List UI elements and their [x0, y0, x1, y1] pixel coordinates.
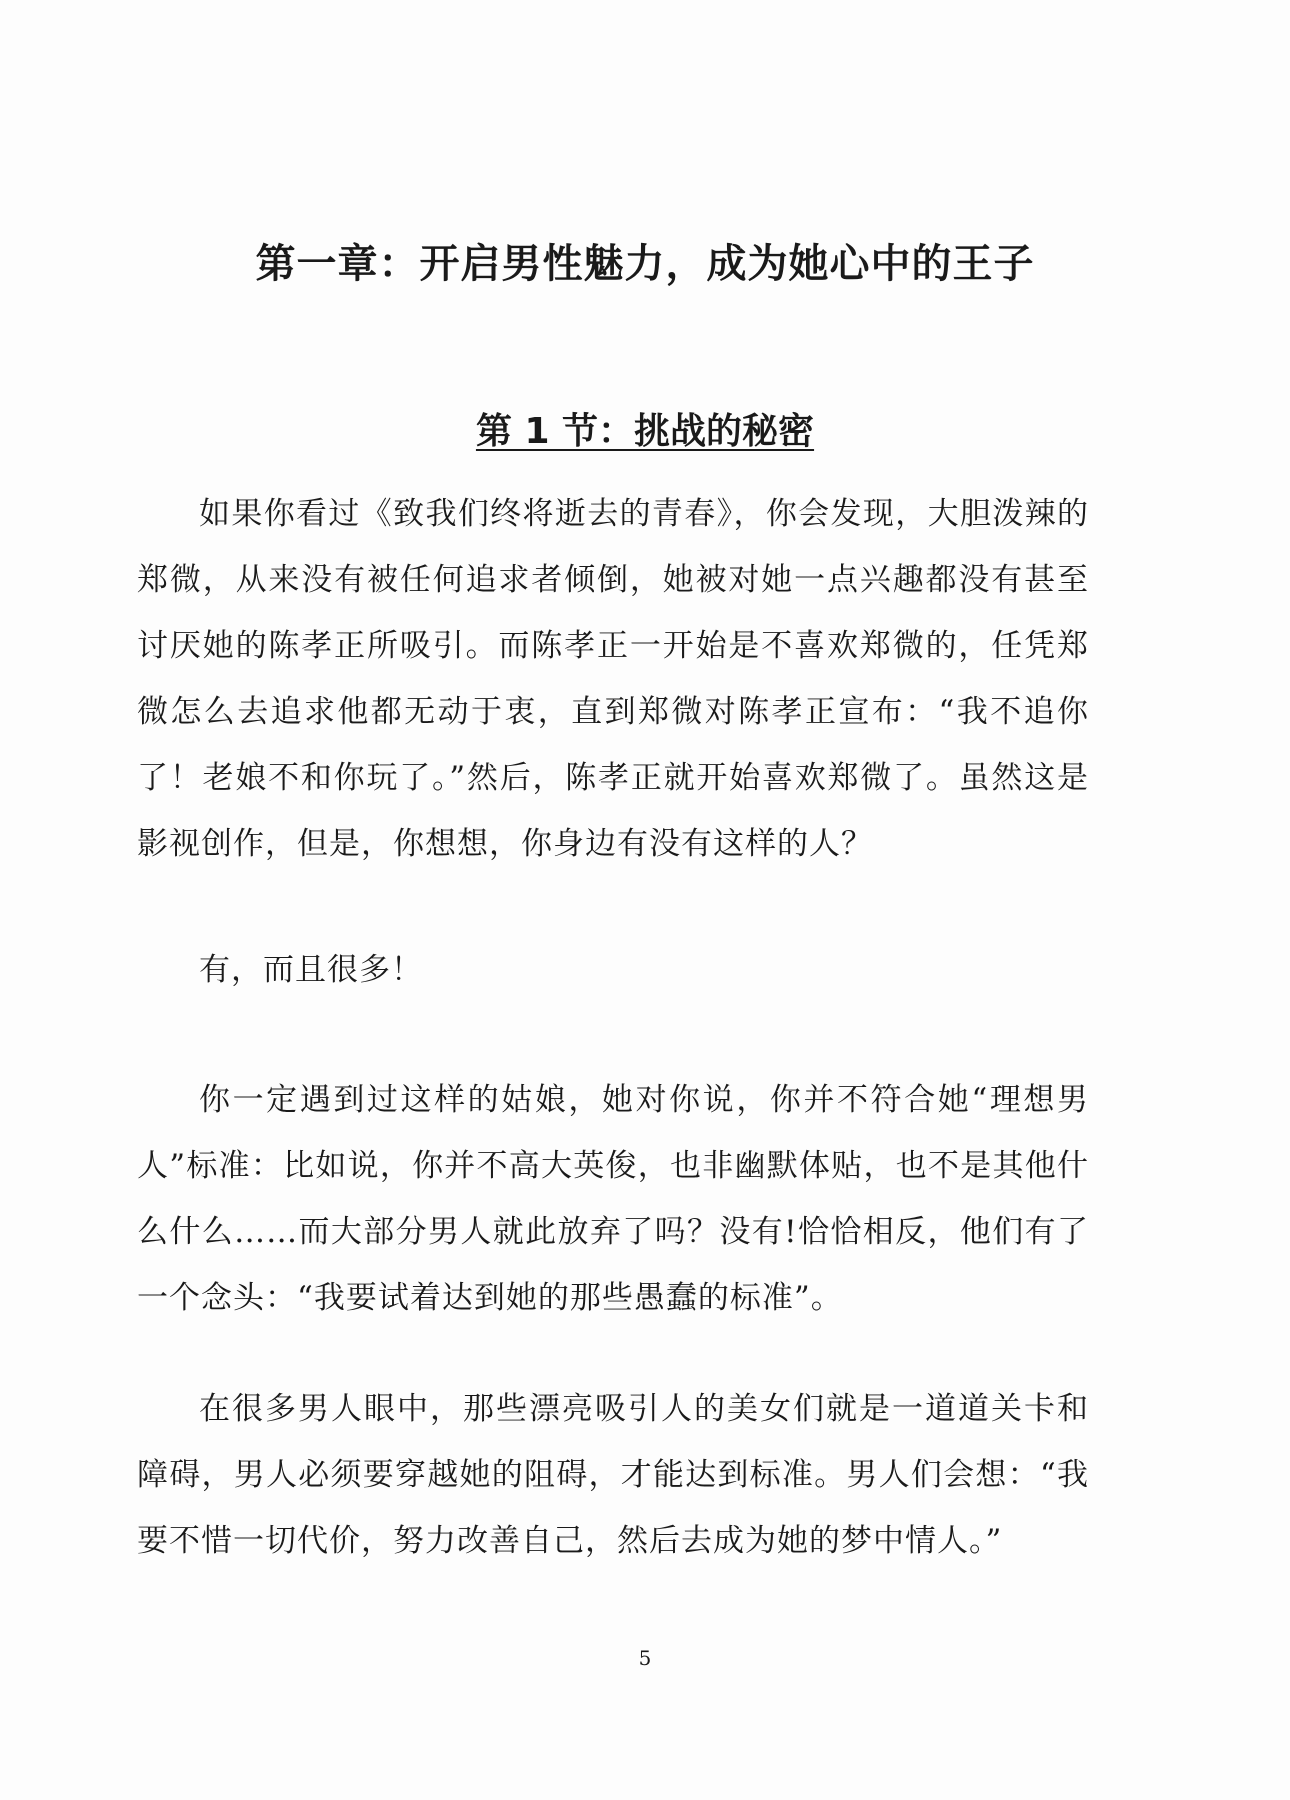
page-number: 5 [638, 1646, 652, 1670]
paragraph-4: 在很多男人眼中，那些漂亮吸引人的美女们就是一道道关卡和障碍，男人必须要穿越她的阻碍，才能达到标准。男人们会想：“我要不惜一切代价，努力改善自己，然后去成为她的梦中情人。” [137, 1391, 1089, 1559]
paragraph-1: 如果你看过《致我们终将逝去的青春》，你会发现，大胆泼辣的郑微，从来没有被任何追求者倾倒，她被对她一点兴趣都没有甚至讨厌她的陈孝正所吸引。而陈孝正一开始是不喜欢郑微的，任凭郑微怎么去追求他都无动于衷，直到郑微对陈孝正宣布：“我不追你了！老娘不和你玩了。”然后，陈孝正就开始喜欢郑微了。虽然这是影视创作，但是，你想想，你身边有没有这样的人？ [137, 496, 1089, 862]
paragraph-2: 有，而且很多！ [199, 952, 423, 988]
section-title [0, 403, 1290, 454]
paragraph-3: 你一定遇到过这样的姑娘，她对你说，你并不符合她“理想男人”标准：比如说，你并不高大英俊，也非幽默体贴，也不是其他什么什么……而大部分男人就此放弃了吗？没有!恰恰相反，他们有了一个念头：“我要试着达到她的那些愚蠢的标准”。 [137, 1082, 1089, 1316]
chapter-title: 第一章：开启男性魅力，成为她心中的王子 [255, 241, 1035, 287]
section-title-text: 第 1 节：挑战的秘密 [475, 411, 815, 452]
